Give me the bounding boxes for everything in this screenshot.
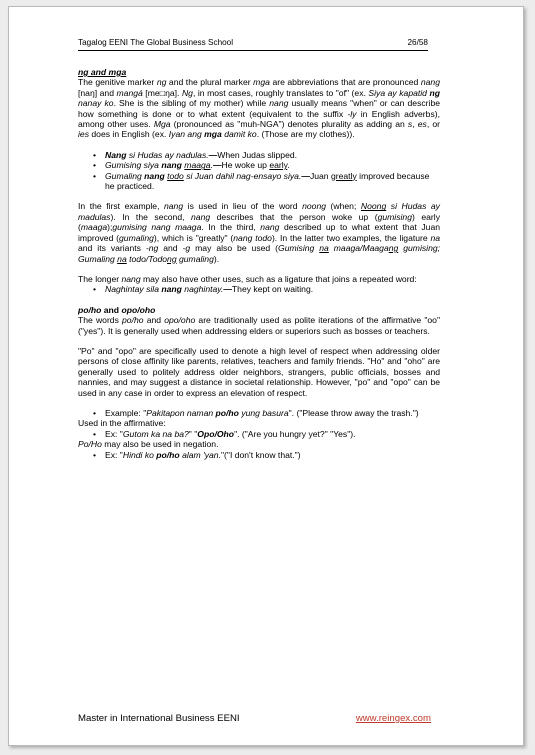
- paragraph: In the first example, nang is used in lieu of the word noong (when; Noong si Hudas ay madulas). In the second, nang describes that the person woke up (gumising) early (maaga);gumising nang maaga. In the third, nang described up to what extent that Juan improved (gumaling), which is "greatly" (nang todo). In the latter two examples, the ligature na and its variants -ng and -g may also be used (Gumising na maaga/Maagang gumising; Gumaling na todo/Todong gumaling).: [78, 201, 441, 264]
- page-content: [78, 67, 440, 460]
- section-title-ng-mga: ng and mga: [78, 67, 127, 77]
- example-list: [78, 429, 440, 439]
- example-list: [78, 150, 440, 192]
- example-list: [78, 408, 440, 418]
- list-item: • Ex: "Gutom ka na ba?" "Opo/Oho". ("Are you hungry yet?" "Yes").: [105, 429, 440, 439]
- paragraph: The longer nang may also have other uses, such as a ligature that joins a repeated word:: [78, 273, 417, 284]
- header-title: Tagalog EENI The Global Business School: [78, 38, 234, 47]
- list-item: • Gumising siya nang maaga.—He woke up early.: [105, 160, 440, 170]
- list-item: • Gumaling nang todo si Juan dahil nag-ensayo siya.—Juan greatly improved because he practiced.: [105, 171, 440, 192]
- footer-title: Master in International Business EENI: [78, 713, 240, 724]
- paragraph: The genitive marker ng and the plural marker mga are abbreviations that are pronounced nang [naŋ] and mangá [me□ŋa]. Ng, in most cases, roughly translates to "of" (ex. Siya ay kapatid ng nanay ko. She is the sibling of my mother) while nang usually means "when" or can describe how something is done or to what extent (equivalent to the suffix -ly in English adverbs), among other uses. Mga (pronounced as "muh-NGA") denotes plurality as adding an s, es, or ies does in English (ex. Iyan ang mga damit ko. (Those are my clothes)).: [78, 77, 441, 140]
- paragraph: "Po" and "opo" are specifically used to denote a high level of respect when addressing older persons of close affinity like parents, relatives, teachers and family friends. "Ho" and "oho" are generally used to politely address older neighbors, strangers, public officials, bosses and nannies, and may suggest a distance in societal relationship. However, "po" and "opo" can be used in any case in order to express an elevation of respect.: [78, 345, 440, 398]
- page-number: 26/58: [407, 38, 428, 47]
- paragraph: The words po/ho and opo/oho are traditionally used as polite iterations of the affirmative "oo" ("yes"). It is generally used when addressing elders or superiors such as bosses or teachers.: [78, 315, 440, 336]
- list-item: • Ex: "Hindi ko po/ho alam 'yan."("I don't know that."): [105, 450, 440, 460]
- document-page: [8, 6, 524, 746]
- page-footer: [78, 713, 431, 724]
- page-header: [78, 38, 428, 51]
- example-list: [78, 450, 440, 460]
- label-negation: Po/Ho may also be used in negation.: [78, 439, 219, 450]
- list-item: • Nang si Hudas ay nadulas.—When Judas slipped.: [105, 150, 440, 160]
- list-item: • Example: "Pakitapon naman po/ho yung basura". ("Please throw away the trash."): [105, 408, 440, 418]
- example-list: [78, 284, 440, 294]
- footer-link[interactable]: www.reingex.com: [355, 713, 431, 724]
- list-item: • Naghintay sila nang naghintay.—They kept on waiting.: [105, 284, 440, 294]
- section-title-po-ho: po/ho and opo/oho: [78, 304, 156, 315]
- label-affirmative: Used in the affirmative:: [78, 418, 166, 429]
